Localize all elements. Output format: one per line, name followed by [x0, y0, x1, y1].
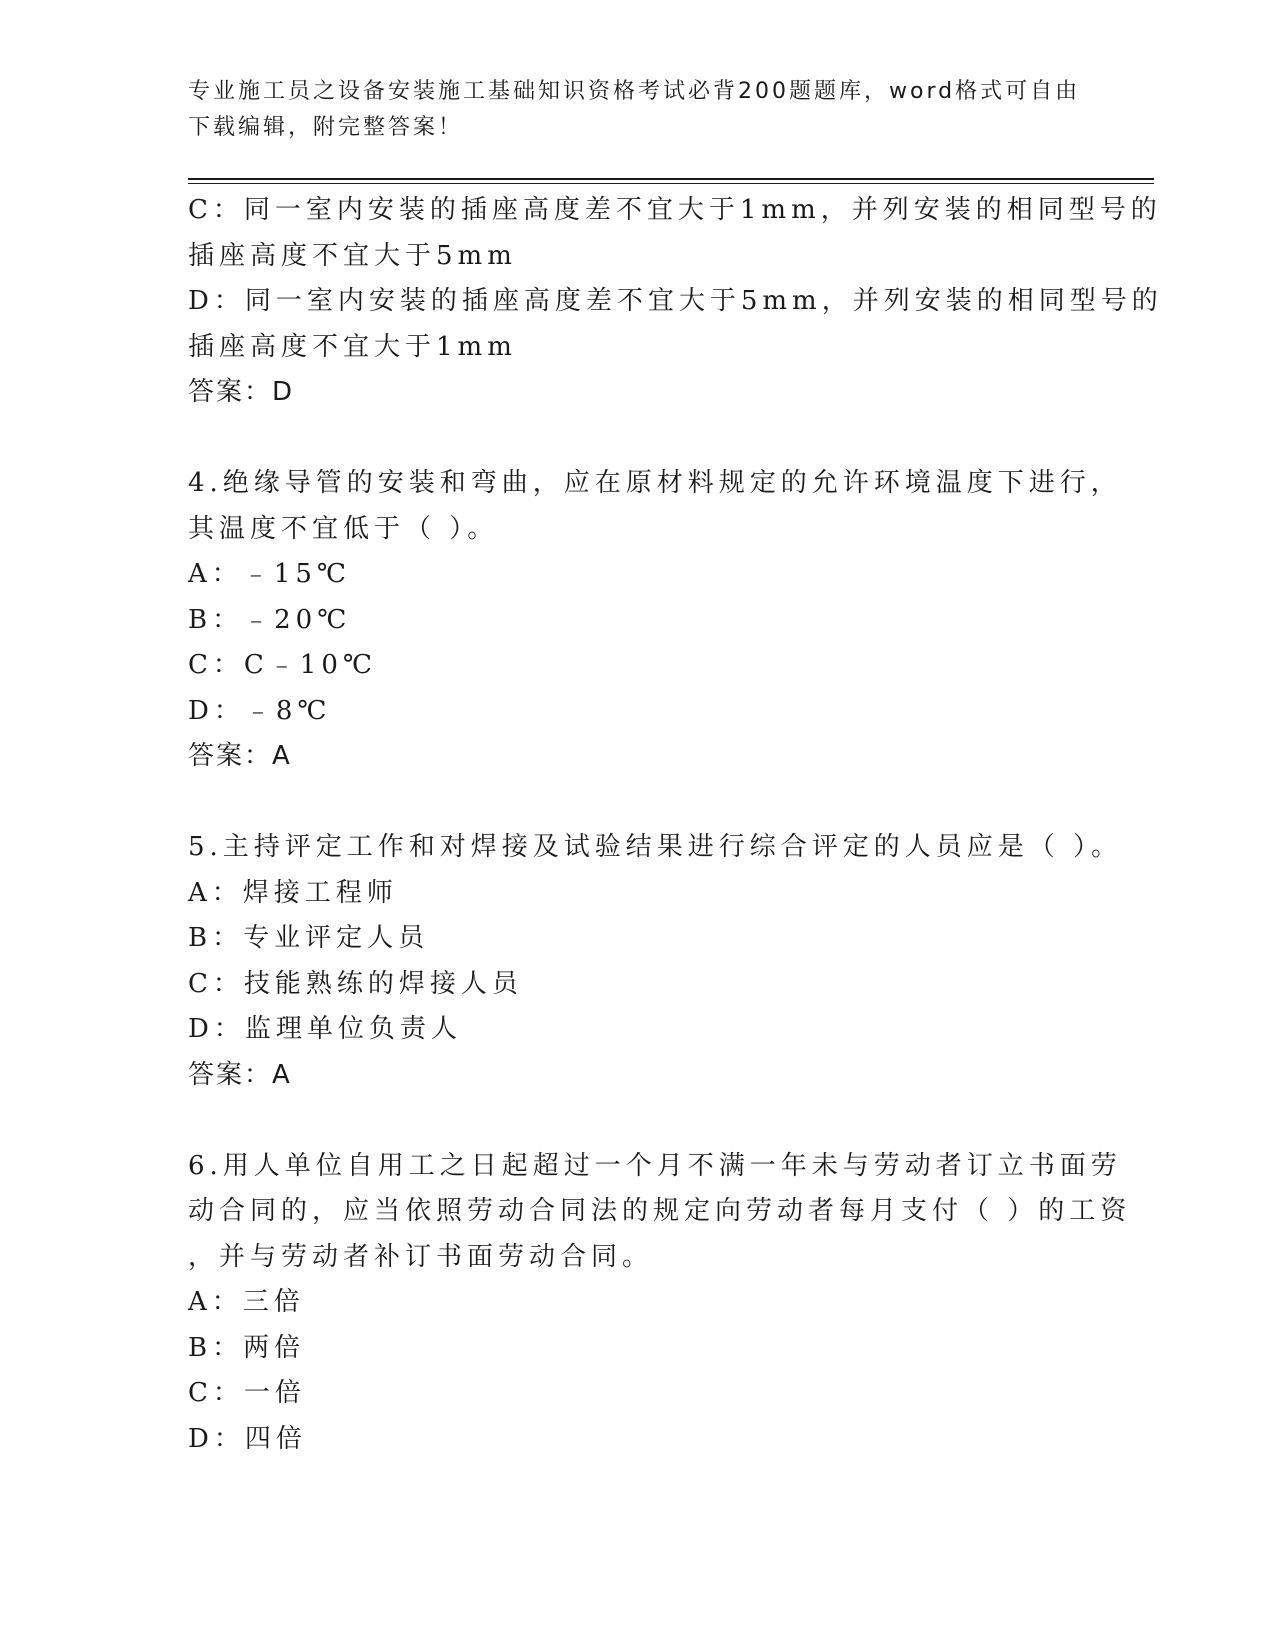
header-title-line-2: 下载编辑，附完整答案！	[188, 115, 464, 140]
q5-option-a: A：焊接工程师	[188, 877, 398, 908]
q4-option-a: A：﹣15℃	[188, 559, 351, 589]
q6-option-d: D：四倍	[188, 1423, 307, 1454]
q5-answer: 答案：A	[188, 1059, 292, 1090]
question-content	[188, 188, 1163, 1462]
spacer	[188, 416, 1088, 462]
q6-option-a: A：三倍	[188, 1287, 305, 1317]
q6-stem-line-2: 动合同的，应当依照劳动合同法的规定向劳动者每月支付（ ）的工资	[188, 1196, 1132, 1226]
header-title-line-1: 专业施工员之设备安装施工基础知识资格考试必背200题题库，word格式可自由	[188, 79, 1081, 104]
question-6	[188, 1144, 1132, 1463]
q4-answer: 答案：A	[188, 741, 292, 771]
header-divider-thin	[188, 183, 1154, 184]
q6-stem-line-1: 6.用人单位自用工之日起超过一个月不满一年未与劳动者订立书面劳	[188, 1150, 1122, 1181]
spacer	[188, 1098, 1088, 1144]
q6-option-b: B：两倍	[188, 1332, 306, 1363]
question-4	[188, 461, 1122, 780]
q3-option-d-line-1: D：同一室内安装的插座高度差不宜大于5mm，并列安装的相同型号的	[188, 286, 1163, 316]
header-divider-thick	[188, 178, 1154, 180]
q5-option-d: D：监理单位负责人	[188, 1014, 462, 1044]
q5-stem-line-1: 5.主持评定工作和对焊接及试验结果进行综合评定的人员应是（ ）。	[188, 832, 1123, 862]
q3-option-d-line-2: 插座高度不宜大于1mm	[188, 331, 517, 362]
q3-option-c-line-2: 插座高度不宜大于5mm	[188, 240, 517, 271]
spacer	[188, 780, 1088, 826]
q3-answer: 答案：D	[188, 377, 295, 407]
q4-stem-line-2: 其温度不宜低于（ ）。	[188, 513, 499, 544]
q4-option-c: C：C﹣10℃	[188, 650, 377, 680]
q5-option-b: B：专业评定人员	[188, 923, 430, 953]
question-5	[188, 825, 1123, 1098]
q6-stem-line-3: ，并与劳动者补订书面劳动合同。	[188, 1241, 654, 1272]
q4-stem-line-1: 4.绝缘导管的安装和弯曲，应在原材料规定的允许环境温度下进行，	[188, 468, 1122, 498]
q6-option-c: C：一倍	[188, 1378, 306, 1408]
q3-option-c-line-1: C：同一室内安装的插座高度差不宜大于1mm，并列安装的相同型号的	[188, 195, 1162, 225]
question-3-tail	[188, 188, 1163, 416]
q4-option-d: D：﹣8℃	[188, 695, 332, 726]
q5-option-c: C：技能熟练的焊接人员	[188, 968, 523, 999]
document-header	[188, 74, 1088, 146]
q4-option-b: B：﹣20℃	[188, 604, 352, 635]
